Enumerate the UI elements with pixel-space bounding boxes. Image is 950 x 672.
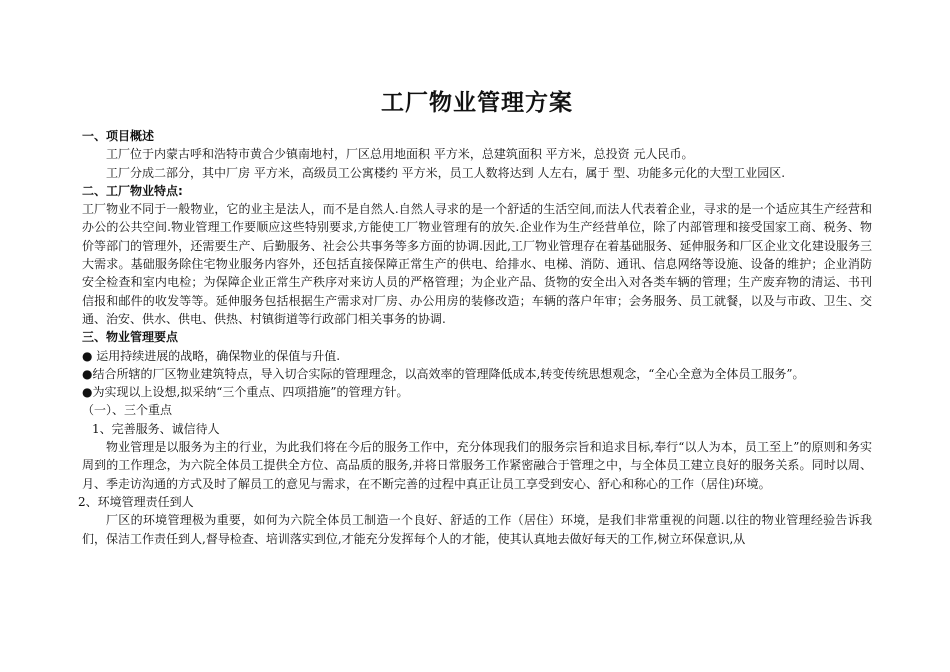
document-title: 工厂物业管理方案 (381, 90, 573, 116)
subsection-heading: （一）、三个重点 (82, 403, 173, 418)
item-heading: 2、环境管理责任到人 (78, 494, 194, 509)
paragraph: 工厂物业不同于一般物业，它的业主是法人，而不是自然人.自然人寻求的是一个舒适的生活空间,而法人代表着企业，寻求的是一个适应其生产经营和办公的公共空间.物业管理工作要顺应这些特别要求,方能使工厂物业管理有的放矢.企业作为生产经营单位，除了内部管理和接受国家工商、税务、物价等部门的管理外，还需要生产、后勤服务、社会公共事务等多方面的协调.因此,工厂物业管理存在着基础服务、延伸服务和厂区企业文化建设服务三大需求。基础服务除住宅物业服务内容外，还包括直接保障正常生产的供电、给排水、电梯、消防、通讯、信息网络等设施、设备的维护；企业消防安全检查和室内电检；为保障企业正常生产秩序对来访人员的严格管理；为企业产品、货物的安全出入对各类车辆的管理；生产废弃物的清运、书刊信报和邮件的收发等等。延伸服务包括根据生产需求对厂房、办公用房的装修改造；车辆的落户年审；会务服务、员工就餐，以及与市政、卫生、交通、治安、供水、供电、供热、村镇街道等行政部门相关事务的协调. (82, 202, 872, 326)
paragraph: 物业管理是以服务为主的行业，为此我们将在今后的服务工作中，充分体现我们的服务宗旨和追求目标,奉行“以人为本，员工至上”的原则和务实周到的工作理念，为六院全体员工提供全方位、高品质的服务,并将日常服务工作紧密融合于管理之中，与全体员工建立良好的服务关系。同时以周、月、季走访沟通的方式及时了解员工的意见与需求，在不断完善的过程中真正让员工享受到安心、舒心和称心的工作（居住)环境。 (82, 440, 872, 491)
paragraph: 工厂分成二部分，其中厂房 平方米，高级员工公寓楼约 平方米，员工人数将达到 人左右，属于 型、功能多元化的大型工业园区. (106, 165, 786, 180)
bullet-item: ●结合所辖的厂区物业建筑特点，导入切合实际的管理理念，以高效率的管理降低成本,转变传统思想观念，“全心全意为全体员工服务”。 (82, 366, 805, 381)
bullet-item: ●为实现以上设想,拟采纳“三个重点、四项措施”的管理方针。 (82, 385, 409, 400)
section-heading-features: 二、工厂物业特点: (82, 183, 183, 198)
bullet-item: ● 运用持续进展的战略，确保物业的保值与升值. (82, 348, 341, 363)
paragraph: 工厂位于内蒙古呼和浩特市黄合少镇南地村，厂区总用地面积 平方米，总建筑面积 平方米，总投资 元人民币。 (106, 147, 694, 162)
document-page (78, 84, 872, 548)
paragraph: 厂区的环境管理极为重要，如何为六院全体员工制造一个良好、舒适的工作（居住）环境，是我们非常重视的问题.以往的物业管理经验告诉我们，保洁工作责任到人,督导检查、培训落实到位,才能充分发挥每个人的才能，使其认真地去做好每天的工作,树立环保意识,从 (82, 513, 872, 546)
section-heading-key-points: 三、物业管理要点 (82, 330, 179, 345)
section-heading-overview: 一、项目概述 (82, 129, 155, 143)
item-heading: 1、完善服务、诚信待人 (92, 421, 220, 436)
